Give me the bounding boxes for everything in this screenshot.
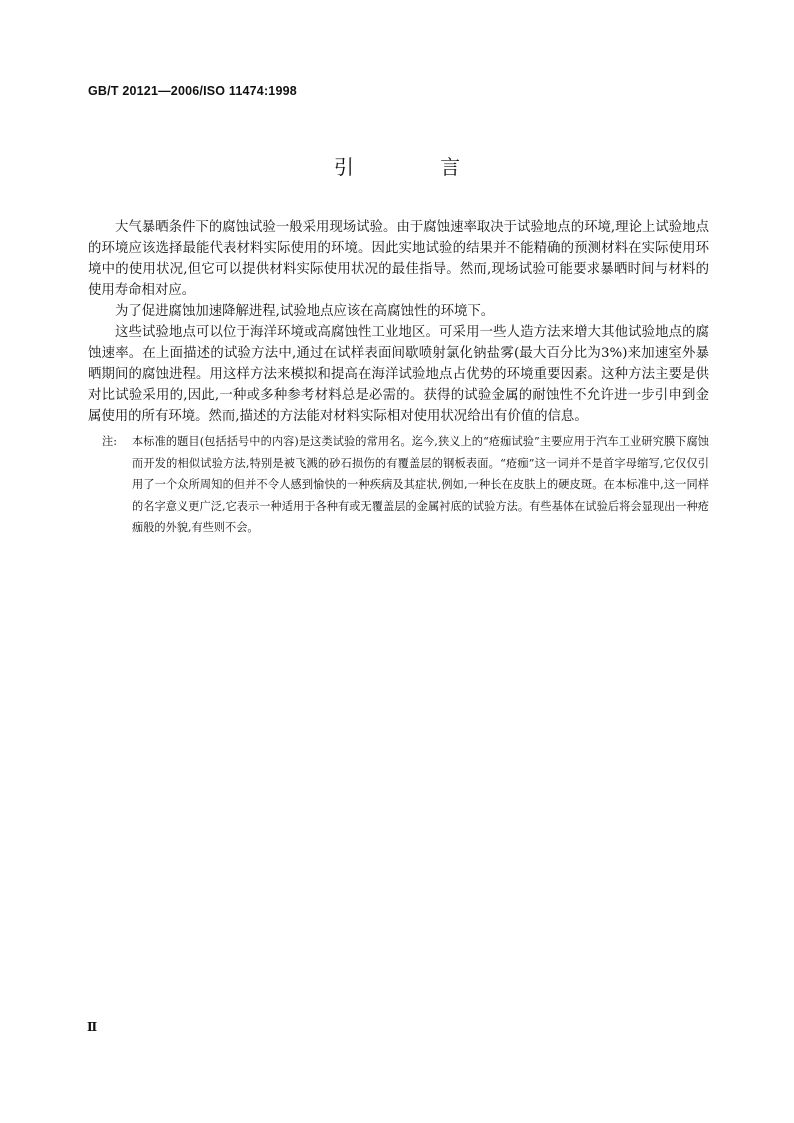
page-title: 引 言 — [333, 155, 501, 179]
paragraph-1: 大气暴晒条件下的腐蚀试验一般采用现场试验。由于腐蚀速率取决于试验地点的环境,理论上试验地点的环境应该选择最能代表材料实际使用的环境。因此实地试验的结果并不能精确的预测材料在实际使用环境中的使用状况,但它可以提供材料实际使用状况的最佳指导。然而,现场试验可能要求暴晒时间与材料的使用寿命相对应。 — [88, 220, 709, 298]
introduction-body — [88, 217, 709, 539]
paragraph-2: 为了促进腐蚀加速降解进程,试验地点应该在高腐蚀性的环境下。 — [115, 304, 495, 319]
note-text: 本标准的题目(包括括号中的内容)是这类试验的常用名。迄今,狭义上的“疮痂试验”主要应用于汽车工业研究膜下腐蚀而开发的相似试验方法,特别是被飞溅的砂石损伤的有覆盖层的钢板表面。“疮痂”这一词并不是首字母缩写,它仅仅引用了一个众所周知的但并不令人感到愉快的一种疾病及其症状,例如,一种长在皮肤上的硬皮斑。在本标准中,这一同样的名字意义更广泛,它表示一种适用于各种有或无覆盖层的金属衬底的试验方法。有些基体在试验后将会显现出一种疮痂般的外貌,有些则不会。 — [132, 435, 709, 534]
standard-code-header: GB/T 20121—2006/ISO 11474:1998 — [88, 84, 297, 98]
paragraph-3: 这些试验地点可以位于海洋环境或高腐蚀性工业地区。可采用一些人造方法来增大其他试验地点的腐蚀速率。在上面描述的试验方法中,通过在试样表面间歇喷射氯化钠盐雾(最大百分比为3%)来加速室外暴晒期间的腐蚀进程。用这样方法来模拟和提高在海洋试验地点占优势的环境重要因素。这种方法主要是供对比试验采用的,因此,一种或多种参考材料总是必需的。获得的试验金属的耐蚀性不允许进一步引申到金属使用的所有环境。然而,描述的方法能对材料实际相对使用状况给出有价值的信息。 — [88, 325, 709, 424]
note-label: 注: — [102, 435, 117, 448]
note-block — [88, 431, 709, 539]
page-number: Ⅱ — [87, 1020, 98, 1034]
